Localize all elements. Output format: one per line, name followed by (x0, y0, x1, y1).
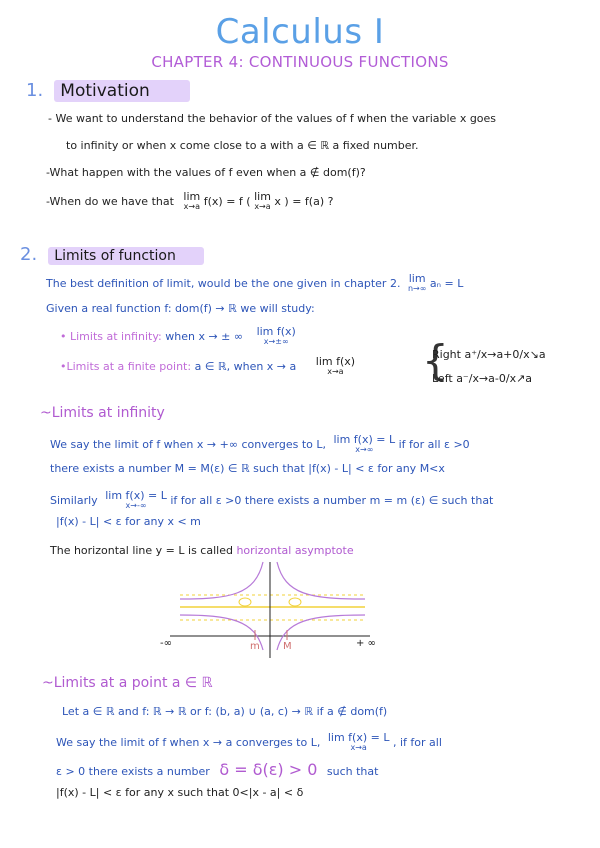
limits-line-2: Given a real function f: dom(f) → ℝ we will study: (46, 302, 315, 315)
motivation-line-2: to infinity or when x come close to a with a ∈ ℝ a fixed number. (66, 139, 419, 152)
loop-1 (239, 598, 251, 606)
limits-line-1: The best definition of limit, would be the one given in chapter 2. lim n→∞ aₙ = L (46, 272, 464, 293)
section-2-heading (20, 244, 204, 265)
delta-expression: δ = δ(ε) > 0 (219, 760, 318, 779)
infinity-line-2: there exists a number M = M(ε) ∈ ℝ such that |f(x) - L| < ε for any M<x (50, 462, 445, 475)
point-line-2: We say the limit of f when x → a converges to L, lim f(x) = L x→a , if for all (56, 731, 442, 752)
infinity-line-1: We say the limit of f when x → +∞ converges to L, lim f(x) = L x→∞ if for all ε >0 (50, 433, 470, 454)
infinity-line-3: Similarly lim f(x) = L x→-∞ if for all ε >0 there exists a number m = m (ε) ∈ such that (50, 489, 494, 510)
section-2-title: Limits of function (48, 247, 204, 265)
asymptote-graph (150, 560, 390, 660)
curve-upper-right (277, 562, 365, 599)
inner-limit: lim x→a (254, 190, 271, 211)
motivation-line-1: - We want to understand the behavior of the values of f when the variable x goes (48, 112, 497, 125)
left-limit-notation: Left a⁻/x→a-0/x↗a (432, 372, 533, 385)
section-2-number: 2. (20, 244, 38, 265)
page-title: Calculus I (215, 12, 385, 52)
section-1-number: 1. (26, 80, 44, 101)
m-label: m (250, 641, 260, 652)
M-label: M (283, 641, 292, 652)
section-1-title: Motivation (54, 80, 190, 102)
bullet-limits-at-finite-point: •Limits at a finite point: a ∈ ℝ, when x → a lim f(x) x→a (60, 355, 356, 376)
chapter-subtitle: CHAPTER 4: CONTINUOUS FUNCTIONS (151, 53, 449, 71)
limit-expression: lim x→a (183, 190, 201, 211)
point-line-3: ε > 0 there exists a number δ = δ(ε) > 0 such that (56, 760, 379, 779)
motivation-line-4-text: -When do we have that (46, 195, 174, 208)
motivation-line-3: -What happen with the values of f even when a ∉ dom(f)? (46, 166, 366, 179)
neg-infinity-label: -∞ (160, 638, 172, 649)
brace: { (422, 336, 449, 385)
right-limit-notation: Right a⁺/x→a+0/x↘a (432, 348, 546, 361)
curve-upper-left (180, 562, 263, 599)
loop-2 (289, 598, 301, 606)
infinity-line-4: |f(x) - L| < ε for any x < m (56, 515, 201, 528)
horizontal-asymptote-line: The horizontal line y = L is called horizontal asymptote (50, 544, 354, 557)
point-line-1: Let a ∈ ℝ and f: ℝ → ℝ or f: (b, a) ∪ (a, c) → ℝ if a ∉ dom(f) (62, 705, 388, 718)
limits-at-infinity-heading: ~Limits at infinity (40, 405, 165, 421)
point-line-4: |f(x) - L| < ε for any x such that 0<|x - a| < δ (56, 786, 304, 799)
pos-infinity-label: + ∞ (356, 638, 376, 649)
section-1-heading (26, 80, 190, 101)
limits-at-point-heading: ~Limits at a point a ∈ ℝ (42, 675, 213, 691)
bullet-limits-at-infinity: • Limits at infinity: when x → ± ∞ lim f(x) x→±∞ (60, 325, 296, 346)
motivation-line-4: -When do we have that lim x→a f(x) = f ( lim x→a x ) = f(a) ? (46, 190, 334, 211)
